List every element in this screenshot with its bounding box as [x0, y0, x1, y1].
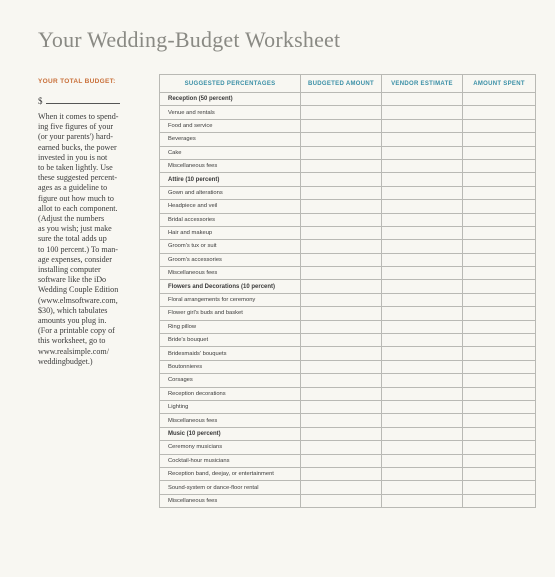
budgeted-amount-cell [301, 427, 382, 440]
category-label: Reception (50 percent) [160, 93, 301, 106]
budgeted-amount-cell[interactable] [301, 159, 382, 172]
table-row [160, 441, 536, 454]
budgeted-amount-cell[interactable] [301, 347, 382, 360]
paragraph-line: invested in you is not [38, 152, 108, 162]
item-label: Boutonnieres [160, 360, 301, 373]
paragraph-line: earned bucks, the power [38, 142, 117, 152]
paragraph-line: software like the iDo [38, 275, 107, 285]
vendor-estimate-cell[interactable] [382, 267, 463, 280]
item-label: Flower girl's buds and basket [160, 307, 301, 320]
table-row [160, 454, 536, 467]
vendor-estimate-cell[interactable] [382, 226, 463, 239]
budgeted-amount-cell[interactable] [301, 454, 382, 467]
paragraph-line: sure the total adds up [38, 234, 107, 244]
table-row [160, 119, 536, 132]
table-row [160, 481, 536, 494]
vendor-estimate-cell[interactable] [382, 334, 463, 347]
amount-spent-cell[interactable] [463, 320, 536, 333]
amount-spent-cell[interactable] [463, 334, 536, 347]
vendor-estimate-cell[interactable] [382, 200, 463, 213]
paragraph-line: these suggested percent- [38, 173, 118, 183]
table-row [160, 494, 536, 507]
paragraph-line: www.realsimple.com/ [38, 346, 109, 356]
paragraph-line: weddingbudget.) [38, 356, 93, 366]
vendor-estimate-cell[interactable] [382, 133, 463, 146]
table-row [160, 334, 536, 347]
vendor-estimate-cell[interactable] [382, 307, 463, 320]
amount-spent-cell[interactable] [463, 133, 536, 146]
budget-blank-line [46, 103, 120, 104]
amount-spent-cell[interactable] [463, 213, 536, 226]
budgeted-amount-cell [301, 280, 382, 293]
item-label: Ring pillow [160, 320, 301, 333]
budgeted-amount-cell[interactable] [301, 213, 382, 226]
budgeted-amount-cell[interactable] [301, 119, 382, 132]
vendor-estimate-cell[interactable] [382, 106, 463, 119]
table-row [160, 374, 536, 387]
amount-spent-cell[interactable] [463, 347, 536, 360]
amount-spent-cell[interactable] [463, 494, 536, 507]
budgeted-amount-cell[interactable] [301, 226, 382, 239]
vendor-estimate-cell[interactable] [382, 159, 463, 172]
vendor-estimate-cell[interactable] [382, 441, 463, 454]
budgeted-amount-cell[interactable] [301, 414, 382, 427]
table-row [160, 360, 536, 373]
budget-worksheet-table [159, 74, 536, 508]
amount-spent-cell [463, 173, 536, 186]
table-row [160, 347, 536, 360]
table-row [160, 133, 536, 146]
budgeted-amount-cell[interactable] [301, 240, 382, 253]
category-row [160, 427, 536, 440]
budgeted-amount-cell[interactable] [301, 467, 382, 480]
table-row [160, 240, 536, 253]
amount-spent-cell[interactable] [463, 200, 536, 213]
paragraph-line: ing five figures of your [38, 122, 114, 132]
item-label: Miscellaneous fees [160, 159, 301, 172]
budgeted-amount-cell[interactable] [301, 307, 382, 320]
table-row [160, 159, 536, 172]
header-amount-spent: AMOUNT SPENT [463, 75, 536, 93]
vendor-estimate-cell [382, 173, 463, 186]
item-label: Cocktail-hour musicians [160, 454, 301, 467]
vendor-estimate-cell[interactable] [382, 253, 463, 266]
budgeted-amount-cell [301, 173, 382, 186]
amount-spent-cell[interactable] [463, 146, 536, 159]
budgeted-amount-cell[interactable] [301, 200, 382, 213]
paragraph-line: (www.elmsoftware.com, [38, 295, 118, 305]
category-label: Flowers and Decorations (10 percent) [160, 280, 301, 293]
item-label: Miscellaneous fees [160, 267, 301, 280]
paragraph-line: amounts you plug in. [38, 316, 107, 326]
item-label: Ceremony musicians [160, 441, 301, 454]
category-row [160, 280, 536, 293]
budgeted-amount-cell[interactable] [301, 481, 382, 494]
page-title: Your Wedding-Budget Worksheet [38, 27, 341, 52]
item-label: Miscellaneous fees [160, 414, 301, 427]
table-row [160, 307, 536, 320]
budgeted-amount-cell[interactable] [301, 387, 382, 400]
amount-spent-cell[interactable] [463, 119, 536, 132]
item-label: Corsages [160, 374, 301, 387]
item-label: Gown and alterations [160, 186, 301, 199]
dollar-sign: $ [38, 96, 43, 106]
intro-paragraph [38, 112, 156, 367]
budgeted-amount-cell[interactable] [301, 494, 382, 507]
budgeted-amount-cell[interactable] [301, 186, 382, 199]
amount-spent-cell [463, 280, 536, 293]
amount-spent-cell [463, 93, 536, 106]
vendor-estimate-cell[interactable] [382, 374, 463, 387]
table-row [160, 200, 536, 213]
item-label: Floral arrangements for ceremony [160, 293, 301, 306]
amount-spent-cell[interactable] [463, 387, 536, 400]
amount-spent-cell[interactable] [463, 374, 536, 387]
table-row [160, 293, 536, 306]
amount-spent-cell[interactable] [463, 441, 536, 454]
item-label: Reception decorations [160, 387, 301, 400]
paragraph-line: to 100 percent.) To man- [38, 244, 118, 254]
paragraph-line: allot to each component. [38, 203, 118, 213]
item-label: Groom's tux or suit [160, 240, 301, 253]
vendor-estimate-cell[interactable] [382, 240, 463, 253]
table-row [160, 400, 536, 413]
amount-spent-cell[interactable] [463, 481, 536, 494]
budgeted-amount-cell[interactable] [301, 334, 382, 347]
sidebar [38, 78, 156, 367]
budgeted-amount-cell[interactable] [301, 441, 382, 454]
item-label: Cake [160, 146, 301, 159]
vendor-estimate-cell[interactable] [382, 494, 463, 507]
item-label: Miscellaneous fees [160, 494, 301, 507]
table-row [160, 267, 536, 280]
vendor-estimate-cell[interactable] [382, 119, 463, 132]
category-row [160, 93, 536, 106]
table-row [160, 226, 536, 239]
paragraph-line: age expenses, consider [38, 254, 112, 264]
table-row [160, 414, 536, 427]
vendor-estimate-cell [382, 280, 463, 293]
vendor-estimate-cell[interactable] [382, 400, 463, 413]
item-label: Venue and rentals [160, 106, 301, 119]
category-row [160, 173, 536, 186]
budgeted-amount-cell[interactable] [301, 360, 382, 373]
paragraph-line: to be taken lightly. Use [38, 163, 113, 173]
amount-spent-cell[interactable] [463, 186, 536, 199]
total-budget-field[interactable] [38, 94, 156, 106]
vendor-estimate-cell[interactable] [382, 360, 463, 373]
amount-spent-cell[interactable] [463, 467, 536, 480]
budgeted-amount-cell[interactable] [301, 400, 382, 413]
amount-spent-cell[interactable] [463, 307, 536, 320]
vendor-estimate-cell[interactable] [382, 454, 463, 467]
category-label: Music (10 percent) [160, 427, 301, 440]
category-label: Attire (10 percent) [160, 173, 301, 186]
vendor-estimate-cell[interactable] [382, 481, 463, 494]
total-budget-label: YOUR TOTAL BUDGET: [38, 78, 116, 85]
vendor-estimate-cell[interactable] [382, 414, 463, 427]
amount-spent-cell[interactable] [463, 253, 536, 266]
vendor-estimate-cell [382, 427, 463, 440]
amount-spent-cell[interactable] [463, 454, 536, 467]
table-row [160, 467, 536, 480]
table-header-row [160, 75, 536, 93]
item-label: Food and service [160, 119, 301, 132]
table-row [160, 387, 536, 400]
header-suggested-percentages: SUGGESTED PERCENTAGES [160, 75, 301, 93]
table-row [160, 106, 536, 119]
budgeted-amount-cell[interactable] [301, 146, 382, 159]
paragraph-line: (Adjust the numbers [38, 214, 105, 224]
paragraph-line: ages as a guideline to [38, 183, 108, 193]
amount-spent-cell[interactable] [463, 240, 536, 253]
table-row [160, 320, 536, 333]
vendor-estimate-cell[interactable] [382, 387, 463, 400]
paragraph-line: (For a printable copy of [38, 326, 115, 336]
header-budgeted-amount: BUDGETED AMOUNT [301, 75, 382, 93]
vendor-estimate-cell[interactable] [382, 186, 463, 199]
budgeted-amount-cell[interactable] [301, 293, 382, 306]
budgeted-amount-cell[interactable] [301, 267, 382, 280]
table-row [160, 146, 536, 159]
item-label: Lighting [160, 400, 301, 413]
vendor-estimate-cell[interactable] [382, 213, 463, 226]
item-label: Beverages [160, 133, 301, 146]
item-label: Bridesmaids' bouquets [160, 347, 301, 360]
budgeted-amount-cell[interactable] [301, 320, 382, 333]
paragraph-line: this worksheet, go to [38, 336, 106, 346]
paragraph-line: as you wish; just make [38, 224, 112, 234]
amount-spent-cell[interactable] [463, 267, 536, 280]
table-row [160, 213, 536, 226]
amount-spent-cell[interactable] [463, 360, 536, 373]
vendor-estimate-cell[interactable] [382, 467, 463, 480]
item-label: Hair and makeup [160, 226, 301, 239]
item-label: Bride's bouquet [160, 334, 301, 347]
budgeted-amount-cell [301, 93, 382, 106]
amount-spent-cell[interactable] [463, 159, 536, 172]
vendor-estimate-cell [382, 93, 463, 106]
vendor-estimate-cell[interactable] [382, 146, 463, 159]
item-label: Bridal accessories [160, 213, 301, 226]
vendor-estimate-cell[interactable] [382, 347, 463, 360]
budgeted-amount-cell[interactable] [301, 133, 382, 146]
paragraph-line: $30), which tabulates [38, 305, 108, 315]
paragraph-line: Wedding Couple Edition [38, 285, 119, 295]
vendor-estimate-cell[interactable] [382, 320, 463, 333]
budgeted-amount-cell[interactable] [301, 374, 382, 387]
paragraph-line: installing computer [38, 265, 101, 275]
paragraph-line: (or your parents') hard- [38, 132, 113, 142]
paragraph-line: When it comes to spend- [38, 112, 119, 121]
amount-spent-cell [463, 427, 536, 440]
item-label: Groom's accessories [160, 253, 301, 266]
item-label: Sound-system or dance-floor rental [160, 481, 301, 494]
budgeted-amount-cell[interactable] [301, 106, 382, 119]
amount-spent-cell[interactable] [463, 226, 536, 239]
table-row [160, 253, 536, 266]
amount-spent-cell[interactable] [463, 106, 536, 119]
amount-spent-cell[interactable] [463, 293, 536, 306]
table-row [160, 186, 536, 199]
header-vendor-estimate: VENDOR ESTIMATE [382, 75, 463, 93]
vendor-estimate-cell[interactable] [382, 293, 463, 306]
item-label: Headpiece and veil [160, 200, 301, 213]
amount-spent-cell[interactable] [463, 414, 536, 427]
budgeted-amount-cell[interactable] [301, 253, 382, 266]
paragraph-line: figure out how much to [38, 193, 114, 203]
amount-spent-cell[interactable] [463, 400, 536, 413]
item-label: Reception band, deejay, or entertainment [160, 467, 301, 480]
